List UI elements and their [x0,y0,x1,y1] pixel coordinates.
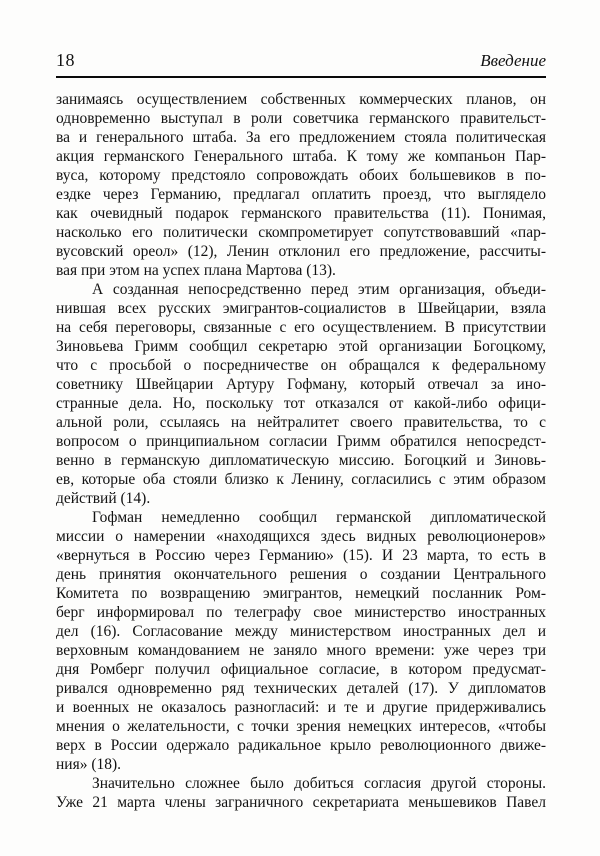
text-line: берг информировал по телеграфу свое министерство иностранных [56,604,546,621]
text-line: на себя переговоры, связанные с его осуществлением. В присутствии [56,319,546,336]
text-line: нившая всех русских эмигрантов-социалистов в Швейцарии, взяла [56,300,546,317]
text-line: верховным командованием не заняло много времени: уже через три [56,642,546,659]
text-line: акция германского Генерального штаба. К тому же компаньон Пар- [56,148,546,165]
text-line: и военных не оказалось разногласий: и те и другие придерживались [56,699,546,716]
text-line: ва и генерального штаба. За его предложением стояла политическая [56,129,546,146]
text-line: Гофман немедленно сообщил германской дипломатической [92,509,546,526]
text-line: ривался одновременно ряд технических деталей (17). У дипломатов [56,680,546,697]
text-line: альной роли, ссылаясь на нейтралитет своего правительства, то с [56,414,546,431]
text-line: ездке через Германию, предлагал оплатить проезд, что выглядело [56,186,546,203]
text-line: Комитета по возвращению эмигрантов, немецкий посланник Ром- [56,585,546,602]
text-line: что с просьбой о посредничестве он обращался к федеральному [56,357,546,374]
text-line: верх в России одержало радикальное крыло революционного движе- [56,737,546,754]
paragraph [56,280,546,508]
text-line: венно в германскую дипломатическую миссию. Богоцкий и Зиновь- [56,452,546,469]
text-line: миссии о намерении «находящихся здесь видных революционеров» [56,528,546,545]
paragraph [56,774,546,812]
text-line: вопросом о принципиальном согласии Гримм обратился непосредст- [56,433,546,450]
section-title: Введение [480,51,546,70]
text-line: странные дела. Но, поскольку тот отказался от какой-либо офици- [56,395,546,412]
text-line: советнику Швейцарии Артуру Гофману, который отвечал за ино- [56,376,546,393]
text-line: ния» (18). [56,756,122,773]
text-line: дел (16). Согласование между министерством иностранных дел и [56,623,546,640]
text-line: Уже 21 марта члены заграничного секретариата меньшевиков Павел [56,794,546,811]
text-line: занимаясь осуществлением собственных коммерческих планов, он [56,91,546,108]
text-line: ев, которые оба стояли близко к Ленину, согласились с этим образом [56,471,546,488]
text-line: вусовский ореол» (12), Ленин отклонил его предложение, рассчиты- [56,243,546,260]
paragraph [56,90,546,280]
text-line: Зиновьева Гримм сообщил секретарю этой организации Богоцкому, [56,338,546,355]
text-line: вуса, которому предстояло сопровождать обоих большевиков в по- [56,167,546,184]
page-header [56,50,546,78]
text-line: действий (14). [56,490,151,507]
paragraph [56,508,546,774]
text-line: А созданная непосредственно перед этим организация, объеди- [92,281,546,298]
text-line: одновременно выступал в роли советчика германского правительст- [56,110,546,127]
page-number: 18 [56,50,75,70]
text-line: как очевидный подарок германского правительства (11). Понимая, [56,205,546,222]
text-line: Значительно сложнее было добиться согласия другой стороны. [92,775,546,792]
text-line: дня Ромберг получил официальное согласие, в котором предусмат- [56,661,546,678]
text-line: «вернуться в Россию через Германию» (15). И 23 марта, то есть в [56,547,546,564]
text-line: мнения о желательности, с точки зрения немецких интересов, «чтобы [56,718,546,735]
text-line: день принятия окончательного решения о создании Центрального [56,566,546,583]
text-line: насколько его политически скомпрометирует сопутствовавший «пар- [56,224,546,241]
text-line: вая при этом на успех плана Мартова (13). [56,262,336,279]
page-body [56,90,546,812]
